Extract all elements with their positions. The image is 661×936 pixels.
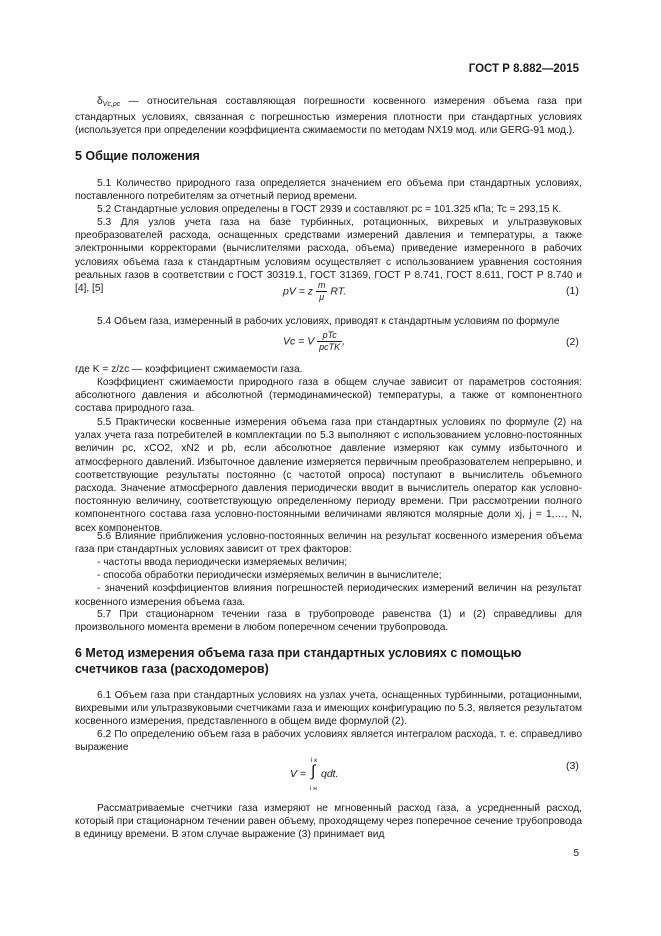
equation-1 [283,280,346,303]
equation-2-number: (2) [566,336,579,348]
eq2-numerator: pTc [317,330,342,342]
eq1-fraction [316,280,328,303]
delta-subscript: Vc,ρc [102,101,121,108]
paragraph-5-4: 5.4 Объем газа, измеренный в рабочих условиях, приводят к стандартным условиям по формуле [97,316,560,327]
paragraph-6-2: 6.2 По определению объем газа в рабочих условиях является интегралом расхода, т. е. справедливо выражение [75,729,582,754]
equation-1-number: (1) [566,285,579,297]
eq2-right: , [342,335,346,348]
eq3-upper-limit: i к [311,757,318,764]
delta-definition-text: — относительная составляющая погрешности косвенного измерения объема газа при стандартных условиях, связанная с погрешностью измерения плотности при стандартных условиях (используется при определении коэффициента сжимаемости по методам NX19 мод. или GERG-91 мод.). [75,96,582,137]
eq1-numerator: m [317,280,326,290]
paragraph-5-3: 5.3 Для узлов учета газа на базе турбинных, ротационных, вихревых и ультразвуковых преобразователей расхода, оснащенных средствами измерений давления и температуры, а также электронными корректорами (вычислителями расхода, объема) приведение измеренного в рабочих условиях объема газа к стандартным условиям осуществляет с использованием уравнения состояния реальных газов в соответствии с ГОСТ 30319.1, ГОСТ 31369, ГОСТ Р 8.741, ГОСТ 8.611, ГОСТ Р 8.740 и [4], [5] [75,217,582,295]
section-5-heading: 5 Общие положения [75,149,200,163]
paragraph-5-1: 5.1 Количество природного газа определяется значением его объема при стандартных условиях, поставленного потребителям за отчетный период времени. [75,178,582,203]
list-item: - способа обработки периодически измеряемых величин в вычислителе; [97,570,442,582]
eq1-right: RT. [330,285,347,298]
delta-definition-paragraph [75,95,582,138]
list-5-6 [75,556,582,609]
paragraph-compressibility: Коэффициент сжимаемости природного газа в общем случае зависит от параметров состояния: абсолютного давления и абсолютной (термодинамической) температуры, а также от компонентного состава природного газа. [75,377,582,415]
paragraph-5-5: 5.5 Практически косвенные измерения объема газа при стандартных условиях по формуле (2) на узлах учета газа потребителей в комплектации по 5.3 выполняют с использованием условно-постоянных величин ρc, xCO2, xN2 и pb, если абсолютное давление измеряют как сумму избыточного и атмосферного давлений. Избыточное давление измеряется первичным преобразователем непрерывно, и соответствующие результаты постоянно (с частотой опроса) поступают в вычислитель объемного расхода. Значение атмосферного давления периодически вводит в вычислитель оператор как условно-постоянную величину, соответствующую определенному периоду времени. При рассмотрении полного компонентного состава газа условно-постоянными величинами являются молярные доли xj, j = 1,…, N, всех компонентов. [75,417,582,534]
eq2-denominator: pcTK [319,342,341,352]
page-number: 5 [573,848,579,859]
paragraph-6-1: 6.1 Объем газа при стандартных условиях на узлах учета, оснащенных турбинными, ротационными, вихревыми или ультразвуковыми счетчиками газа и имеющих конфигурацию по 5.3, является результатом косвенного измерения, представленного в общем виде формулой (2). [75,690,582,728]
equation-3-number: (3) [566,760,579,772]
paragraph-final: Рассматриваемые счетчики газа измеряют не мгновенный расход газа, а усредненный расход, который при стационарном течении равен объему, проходящему через поперечное сечение трубопровода в единицу времени. В этом случае выражение (3) принимает вид [75,803,582,841]
eq1-left: pV = z [283,285,314,298]
paragraph-5-2: 5.2 Стандартные условия определены в ГОСТ 2939 и составляют pc = 101.325 кПа; Tc = 293,15 К. [97,204,562,215]
eq3-integral-sign: ∫ [311,763,316,780]
document-header: ГОСТ Р 8.882—2015 [468,63,579,75]
paragraph-5-6: 5.6 Влияние приближения условно-постоянных величин на результат косвенного измерения объема газа при стандартных условиях зависит от трех факторов: [75,531,582,556]
delta-symbol: δ [97,96,103,107]
section-6-heading: 6 Метод измерения объема газа при стандартных условиях с помощью счетчиков газа (расходомеров) [75,646,522,676]
where-k-line: где K = z/zc — коэффициент сжимаемости газа. [75,364,303,375]
eq1-denominator: μ [319,292,325,302]
eq3-left: V = [290,768,307,780]
equation-2 [283,330,345,353]
list-item: - частоты ввода периодически измеряемых величин; [97,557,348,568]
eq3-lower-limit: i н [310,785,317,792]
equation-3 [290,757,370,793]
list-item: - значений коэффициентов влияния погрешностей периодических измерений величин на результат косвенного измерения объема газа. [75,583,582,608]
paragraph-5-7: 5.7 При стационарном течении газа в трубопроводе равенства (1) и (2) справедливы для произвольного момента времени в любом поперечном сечении трубопровода. [75,609,582,634]
eq2-fraction [317,330,342,353]
eq2-left: Vc = V [283,335,315,348]
eq3-right: qdt. [321,768,339,780]
